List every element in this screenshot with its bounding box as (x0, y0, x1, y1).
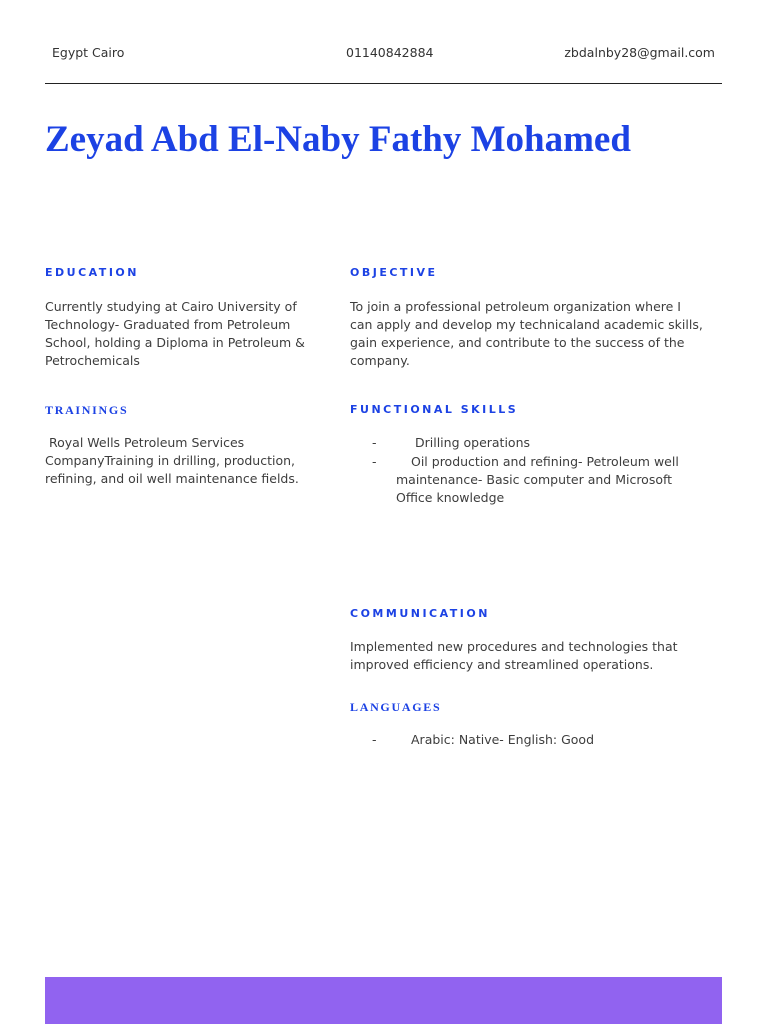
languages-section (350, 699, 707, 750)
trainings-heading: TRAININGS (45, 403, 129, 417)
list-item (350, 731, 707, 749)
objective-text: To join a professional petroleum organization where I can apply and develop my technicaland academic skills, gain experience, and contribute to the success of the company. (350, 299, 703, 368)
phone-number: 01140842884 (346, 45, 434, 60)
communication-text: Implemented new procedures and technologies that improved efficiency and streamlined operations. (350, 639, 678, 672)
communication-heading: COMMUNICATION (350, 607, 490, 620)
header-divider (45, 83, 722, 84)
list-bullet: - (372, 732, 377, 747)
functional-skills-section (350, 402, 707, 508)
list-bullet: - (372, 435, 377, 450)
list-item (350, 434, 707, 452)
education-heading: EDUCATION (45, 266, 139, 279)
language-item-text: Arabic: Native- English: Good (411, 732, 595, 747)
list-bullet: - (372, 454, 377, 469)
languages-list (350, 731, 707, 749)
languages-heading: LANGUAGES (350, 700, 442, 714)
trainings-text: Royal Wells Petroleum Services CompanyTraining in drilling, production, refining, and oil well maintenance fields. (45, 435, 299, 486)
trainings-section (45, 402, 325, 488)
skill-item-text: Drilling operations (415, 435, 531, 450)
email-address: zbdalnby28@gmail.com (564, 45, 715, 60)
skill-item-text: Oil production and refining- Petroleum well maintenance- Basic computer and Microsoft Office knowledge (396, 454, 679, 505)
functional-skills-heading: FUNCTIONAL SKILLS (350, 403, 519, 416)
objective-heading: OBJECTIVE (350, 266, 438, 279)
education-text: Currently studying at Cairo University of Technology- Graduated from Petroleum School, holding a Diploma in Petroleum & Petrochemicals (45, 299, 305, 368)
communication-section (350, 606, 707, 674)
candidate-name: Zeyad Abd El-Naby Fathy Mohamed (45, 119, 631, 160)
list-item (350, 453, 707, 507)
location-text: Egypt Cairo (52, 45, 125, 60)
footer-bar (45, 977, 722, 1024)
education-section (45, 265, 325, 370)
functional-skills-list (350, 434, 707, 507)
objective-section (350, 265, 707, 370)
